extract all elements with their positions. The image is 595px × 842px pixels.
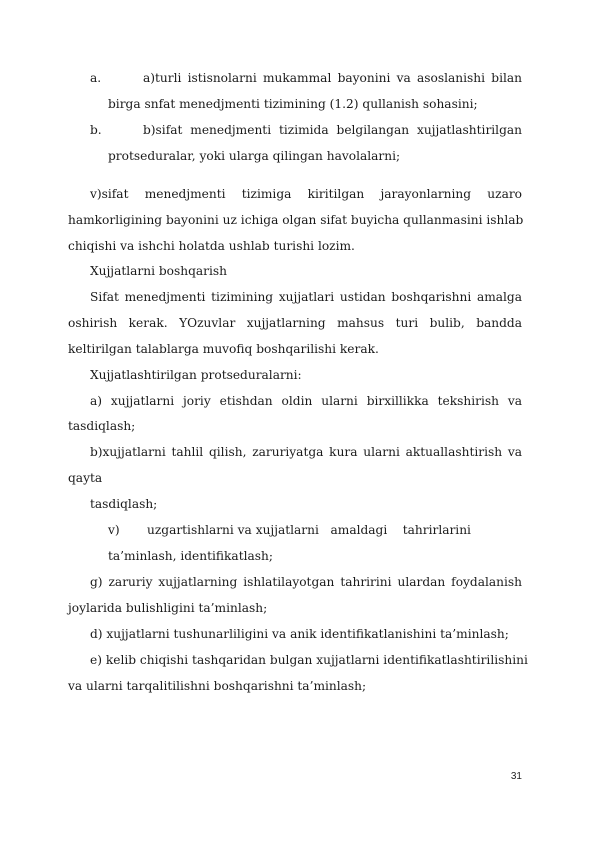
- para-v-line2: hamkorligining bayonini uz ichiga olgan sifat buyicha qullanmasini ishlab: [68, 213, 524, 227]
- item-e-line1: e) kelib chiqishi tashqaridan bulgan xujjatlarni identifikatlashtirilishini: [90, 653, 528, 667]
- list-item-a-line2: birga snfat menedjmenti tizimining (1.2) qullanish sohasini;: [108, 97, 478, 111]
- item-b-line1: b)xujjatlarni tahlil qilish, zaruriyatga kura ularni aktuallashtirish va: [90, 445, 522, 459]
- item-a-line1: a) xujjatlarni joriy etishdan oldin ularni birxillikka tekshirish va: [90, 394, 522, 408]
- item-v-marker: v): [108, 523, 120, 537]
- section-heading-docs: Xujjatlarni boshqarish: [90, 264, 227, 278]
- para-v-line1: v)sifat menedjmenti tizimiga kiritilgan jarayonlarning uzaro: [90, 187, 522, 201]
- item-b-line3: tasdiqlash;: [90, 497, 158, 511]
- para-v-line3: chiqishi va ishchi holatda ushlab turishi lozim.: [68, 239, 355, 253]
- item-v-line1: uzgartishlarni va xujjatlarni amaldagi tahrirlarini: [147, 523, 471, 537]
- item-b-line2: qayta: [68, 471, 103, 485]
- list-item-b-line1: b)sifat menedjmenti tizimida belgilangan xujjatlashtirilgan: [143, 123, 522, 137]
- para-docs-line1: Sifat menedjmenti tizimining xujjatlari ustidan boshqarishni amalga: [90, 290, 522, 304]
- item-g-line2: joylarida bulishligini ta’minlash;: [68, 601, 268, 615]
- section-heading-procedures: Xujjatlashtirilgan protseduralarni:: [90, 368, 302, 382]
- item-g-line1: g) zaruriy xujjatlarning ishlatilayotgan tahririni ulardan foydalanish: [90, 575, 522, 589]
- item-v-line2: ta’minlash, identifikatlash;: [108, 549, 273, 563]
- list-marker-b: b.: [90, 123, 102, 137]
- para-docs-line2: oshirish kerak. YOzuvlar xujjatlarning mahsus turi bulib, bandda: [68, 316, 522, 330]
- item-e-line2: va ularni tarqalitilishni boshqarishni ta’minlash;: [68, 679, 367, 693]
- list-item-a-line1: a)turli istisnolarni mukammal bayonini va asoslanishi bilan: [143, 71, 522, 85]
- para-docs-line3: keltirilgan talablarga muvofiq boshqarilishi kerak.: [68, 342, 379, 356]
- page-number: 31: [510, 771, 522, 782]
- item-a-line2: tasdiqlash;: [68, 419, 136, 433]
- list-item-b-line2: protseduralar, yoki ularga qilingan havolalarni;: [108, 149, 401, 163]
- item-d-line: d) xujjatlarni tushunarliligini va anik identifikatlanishini ta’minlash;: [90, 627, 509, 641]
- list-marker-a: a.: [90, 71, 102, 85]
